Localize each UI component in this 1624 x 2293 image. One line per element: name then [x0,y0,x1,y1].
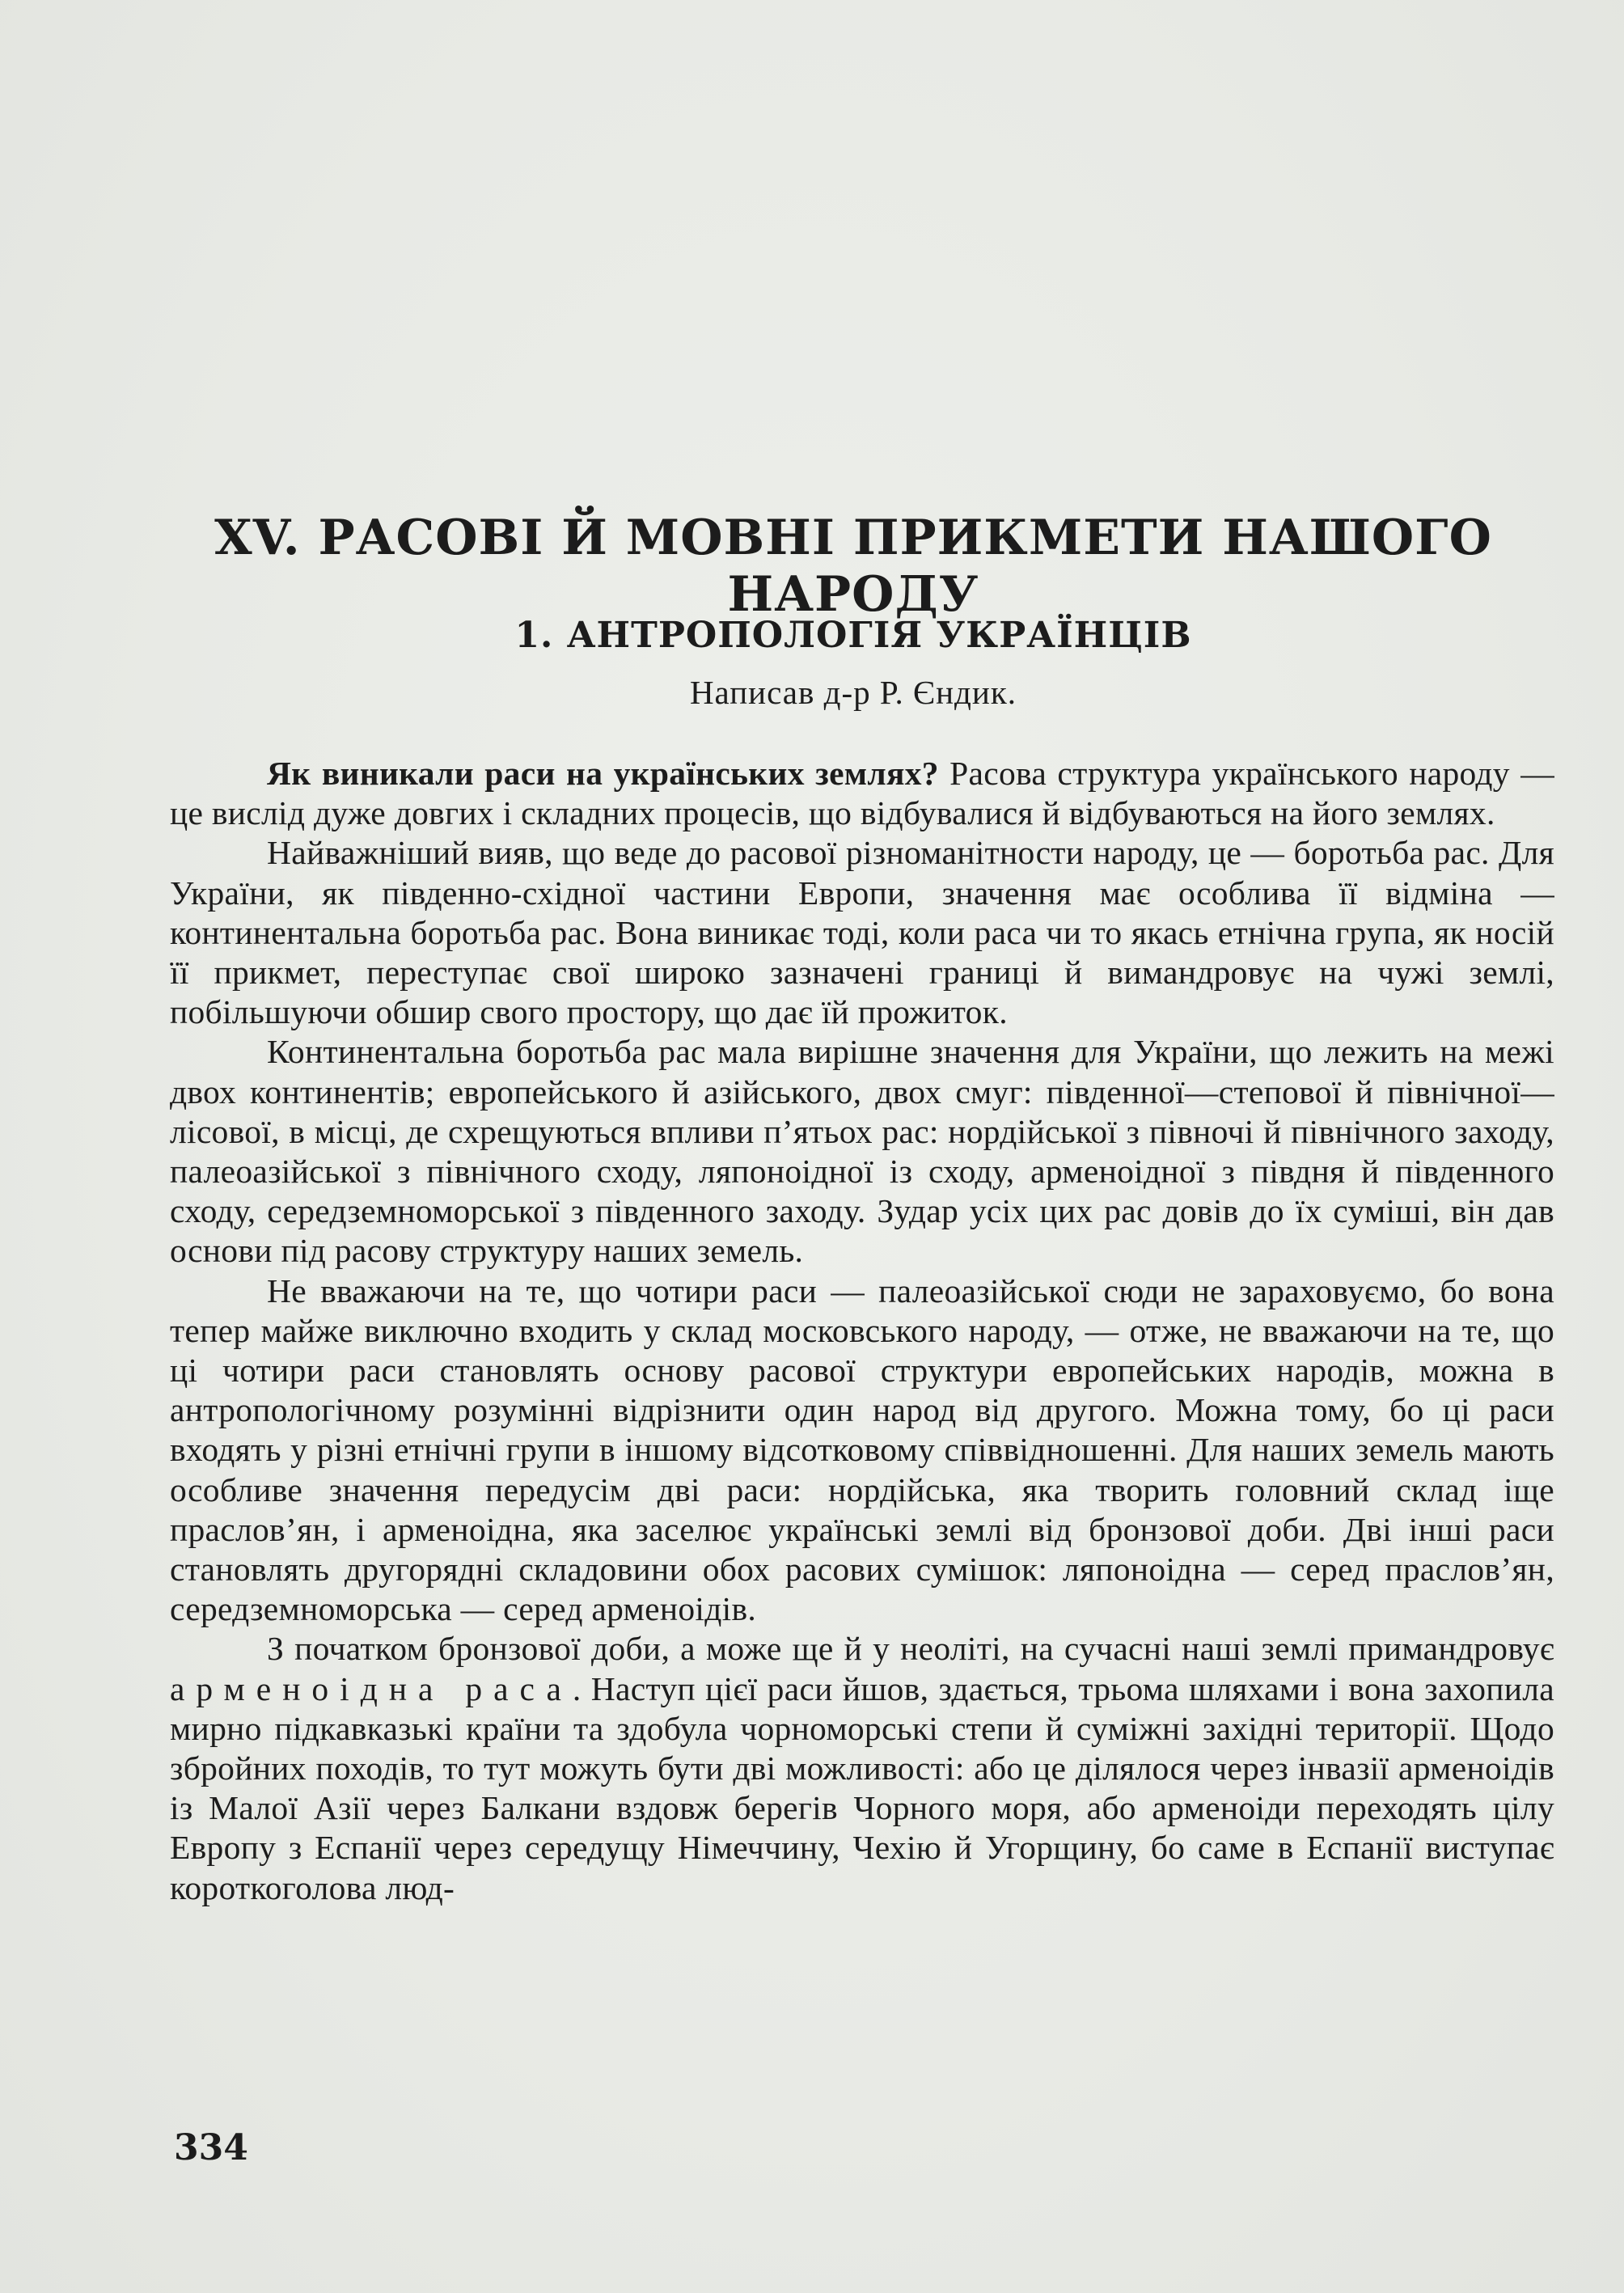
paragraph-1-lead: Як виникали раси на українських землях? [267,755,939,792]
paragraph-5-start: З початком бронзової доби, а може ще й у неоліті, на сучасні наші землі примандровує [267,1630,1554,1668]
section-title: 1. АНТРОПОЛОГІЯ УКРАЇНЦІВ [514,615,1192,656]
author-byline: Написав д-р Р. Єндик. [689,674,1017,711]
article-body [170,754,1554,1908]
paragraph-3: Континентальна боротьба рас мала вирішне значення для України, що лежить на межі двох континентів; европейського й азійського, двох смуг: південної—степової й північної—лісової, в місці, де схрещуються впливи п’ятьох рас: нордійської з півночі й північного заходу, палеоазійської з північного сходу, ляпоноідної із сходу, арменоідної з півдня й південного сходу, середземноморської з південного заходу. Зудар усіх цих рас довів до їх суміші, він дав основи під расову структуру наших земель. [170,1033,1554,1270]
paragraph-1 [170,754,1554,833]
paragraph-5-end: . Наступ цієї раси йшов, здається, трьома шляхами і вона захопила мирно підкавказькі країни та здобула чорноморські степи й суміжні західні території. Щодо збройних походів, то тут можуть бути дві можливості: або це ділялося через інвазії арменоідів із Малої Азії через Балкани вздовж берегів Чорного моря, або арменоіди переходять цілу Европу з Еспанії через середущу Німеччину, Чехію й Угорщину, бо саме в Еспанії виступає короткоголова люд- [170,1669,1554,1906]
paragraph-2: Найважніший вияв, що веде до расової різноманітности народу, це — боротьба рас. Для України, як південно-східної частини Европи, значення має особлива її відміна — континентальна боротьба рас. Вона виникає тоді, коли раса чи то якась етнічна група, як носій її прикмет, переступає свої широко зазначені границі й вимандровує на чужі землі, побільшуючи обшир свого простору, що дає їй прожиток. [170,834,1554,1031]
page-number: 334 [174,2127,248,2168]
paragraph-1-text: Расова структура українського народу — це вислід дуже довгих і складних процесів, що відбувалися й відбуваються на його землях. [170,755,1554,832]
chapter-title: XV. РАСОВІ Й МОВНІ ПРИКМЕТИ НАШОГО НАРОДУ [214,510,1492,623]
paragraph-5-emphasis: арменоідна раса [170,1669,573,1707]
paragraph-4: Не вважаючи на те, що чотири раси — палеоазійської сюди не зараховуємо, бо вона тепер майже виключно входить у склад московського народу, — отже, не вважаючи на те, що ці чотири раси становлять основу расової структури европейських народів, можна в антропологічному розумінні відрізнити один народ від другого. Можна тому, бо ці раси входять у різні етнічні групи в іншому відсотковому співвідношенні. Для наших земель мають особливе значення передусім дві раси: нордійська, яка творить головний склад іще праслов’ян, і арменоідна, яка заселює українські землі від бронзової доби. Дві інші раси становлять другорядні складовини обох расових сумішок: ляпоноідна — серед праслов’ян, середземноморська — серед арменоідів. [170,1271,1554,1628]
paragraph-5 [170,1629,1554,1907]
